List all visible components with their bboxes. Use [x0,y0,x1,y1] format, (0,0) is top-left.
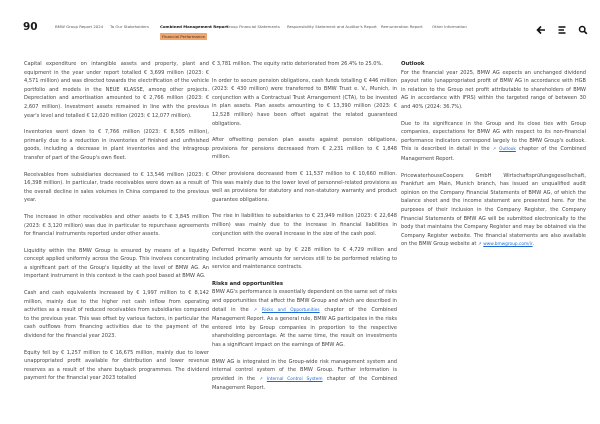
outlook-text-after: chapter of the Combined Management Report. [401,146,586,162]
search-icon[interactable] [578,20,588,30]
back-arrow-icon[interactable] [536,20,546,30]
paragraph-receivables: Receivables from subsidiaries decreased to € 13,546 million (2023: € 16,398 million). In particular, trade receivables were down as a result of the overall decline in sales volumes in China compared to the previous year. [24,171,209,204]
paragraph-other-provisions: Other provisions decreased from € 11,537 million to € 10,660 million. This was mainly due to the lower level of personnel-related provisions as well as provisions for statutory and non-statutory warranty and product guarantee obligations. [212,170,397,203]
page-header [0,0,600,50]
paragraph-liabilities: The rise in liabilities to subsidiaries to € 23,949 million (2023: € 22,648 million) was mainly due to the increase in financial liabilities in conjunction with the overall increase in the size of the cash pool. [212,213,397,237]
column-2 [212,60,397,401]
paragraph-capex: Capital expenditure on intangible assets and property, plant and equipment in the year under report totalled € 3,699 million (2023: € 4,571 million) and was directed towards the electrification of the vehicle portfolio and models in the NEUE KLASSE, among other projects. Depreciation and amortisation amounted to € 2,766 million (2023: € 2,607 million). Investment assets remained in line with the previous year's level and totalled € 12,020 million (2023: € 12,077 million). [24,61,209,119]
outlook-link[interactable]: Outlook [499,147,516,153]
paragraph-risks [212,288,397,349]
link-arrow-icon: ↗ [492,147,497,153]
internal-control-system-link[interactable]: Internal Control System [266,376,323,382]
paragraph-cash: Cash and cash equivalents increased by € 1,997 million to € 8,142 million, mainly due to the higher net cash inflow from operating activities as a result of reduced receivables from subsidiaries compared to the previous year. This was offset by various factors, in particular the cash outflows from financing activities due to the payment of the dividend for the financial year 2023. [24,290,209,340]
audit-text-after: . [532,241,535,248]
outlook-heading: Outlook [401,61,425,67]
menu-icon[interactable] [557,20,567,30]
risks-text-before: BMW AG's performance is essentially dependent on the same set of risks and opportunities that affect the BMW Group and which are described in detail in the [212,289,397,313]
link-arrow-icon: ↗ [478,242,482,248]
paragraph-outlook-significance [401,120,586,164]
link-arrow-icon: ↗ [259,376,263,382]
page-number: 90 [23,21,38,33]
paragraph-outlook-dividend: For the financial year 2025, BMW AG expects an unchanged dividend payout ratio (unappropriated profit of BMW AG in accordance with HGB in relation to the Group net profit attributable to shareholders of BMW AG in accordance with IFRS) within the targeted range of between 30 and 40% (2024: 36.7%). [401,69,586,110]
nav-item-stakeholders[interactable]: To Our Stakeholders [110,24,149,29]
nav-item-group-financial-statements[interactable]: Group Financial Statements [226,24,280,29]
paragraph-deferred-income: Deferred income went up by € 228 million to € 4,729 million and included primarily amounts for services still to be performed relating to service and maintenance contracts. [212,247,397,271]
nav-item-responsibility-statement[interactable]: Responsibility Statement and Auditor's Report [287,24,377,29]
risk-mgmt-text-before: BMW AG is integrated in the Group-wide risk management system and internal control system of the BMW Group. Further information is provided in the [212,358,397,382]
paragraph-pension-provisions: After offsetting pension plan assets against pension obligations, provisions for pensions decreased from € 2,231 million to € 1,848 million. [212,137,397,161]
header-icons [536,20,588,30]
paragraph-equity-ratio: € 3,781 million. The equity ratio deteriorated from 26.4% to 25.0%. [212,61,383,67]
link-arrow-icon: ↗ [253,307,258,313]
column-1 [24,60,209,391]
nav-item-combined-management-report[interactable]: Combined Management Report [160,24,229,29]
subnav-financial-performance[interactable]: Financial Performance [162,34,205,39]
paragraph-equity: Equity fell by € 1,257 million to € 16,675 million, mainly due to lower unappropriated profit available for distribution and lower revenue reserves as a result of the share buyback programmes. The dividend payment for the financial year 2023 totalled [24,349,209,382]
paragraph-inventories: Inventories went down to € 7,766 million (2023: € 8,505 million), primarily due to a reduction in inventories of finished and unfinished goods, including a decrease in plant inventories and the intragroup transfer of part of the Group's own fleet. [24,129,209,161]
risks-text-after: chapter of the Combined Management Report. As a general rule, BMW AG participates in the risks entered into by Group companies in proportion to the respective shareholding percentage. At the same time, the result on investments has a significant impact on the earnings of BMW AG. [212,306,398,349]
risk-mgmt-text-after: chapter of the Combined Management Report. [212,375,397,392]
paragraph-other-receivables: The increase in other receivables and other assets to € 3,845 million (2023: € 3,120 million) was due in particular to repurchase agreements for financial instruments reported under other assets. [24,213,209,238]
nav-item-other-information[interactable]: Other Information [432,24,467,29]
risks-opportunities-link[interactable]: Risks and Opportunities [261,307,320,313]
bmwgroup-ir-link[interactable]: www.bmwgroup.com/ir [483,242,533,248]
paragraph-liquidity: Liquidity within the BMW Group is ensured by means of a liquidity concept applied uniformly across the Group. This involves concentrating a significant part of the Group's liquidity at the level of BMW AG. An important instrument in this context is the cash pool based at BMW AG. [24,247,209,280]
column-3 [401,60,586,258]
audit-text-before: PricewaterhouseCoopers GmbH Wirtschaftsprüfungsgesellschaft, Frankfurt am Main, Munich branch, has issued an unqualified audit opinion on the Company Financial Statements of BMW AG, of which the balance sheet and the income statement are presented here. For the purposes of their inclusion in the Company Register, the Company Financial Statements of BMW AG will be submitted electronically to the body that maintains the Company Register and may be obtained via the Company Register website. The financial statements are also available on the BMW Group website at [401,172,586,248]
paragraph-risk-management [212,358,397,393]
nav-item-remuneration-report[interactable]: Remuneration Report [381,24,423,29]
risks-heading: Risks and opportunities [212,280,284,287]
paragraph-audit [401,172,586,250]
nav-item-group-report[interactable]: BMW Group Report 2024 [55,24,104,29]
paragraph-pension-obligations: In order to secure pension obligations, cash funds totalling € 446 million (2023: € 430 million) were transferred to BMW Trust e. V., Munich, in conjunction with a Contractual Trust Arrangement (CTA), to be invested in plan assets. Plan assets amounting to € 13,390 million (2023: € 12,528 million) have been offset against the related guaranteed obligations. [212,77,397,127]
outlook-text-before: Due to its significance in the Group and its close ties with Group companies, expectations for BMW AG with respect to its non-financial performance indicators correspond largely to the BMW Group's outlook. This is described in detail in the [401,120,586,153]
